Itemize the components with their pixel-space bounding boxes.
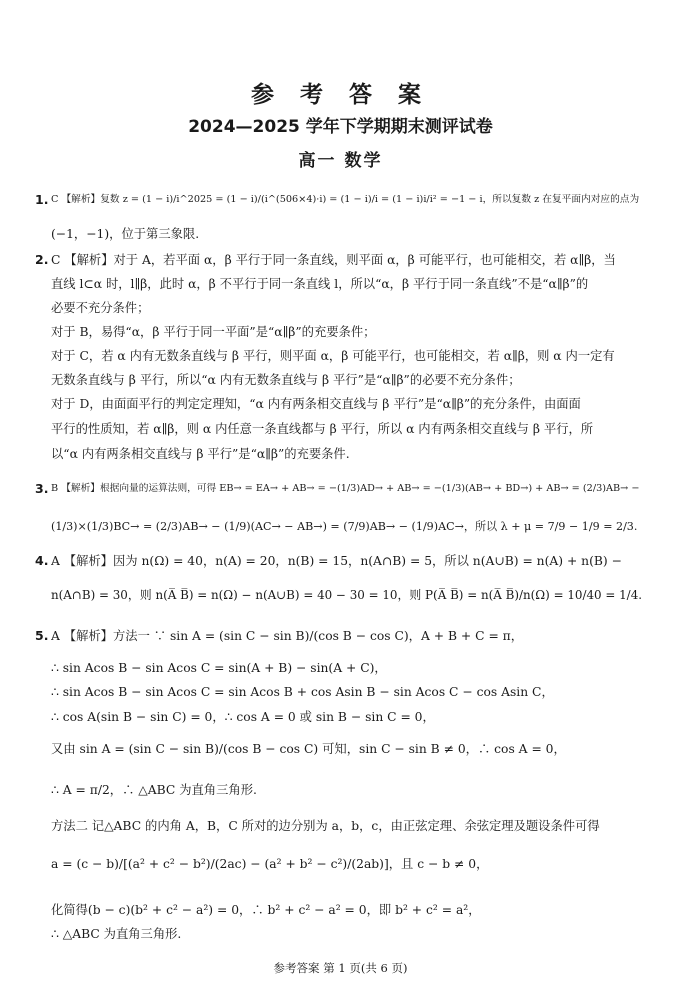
question-5-line: ∴ A = π/2，∴ △ABC 为直角三角形.	[51, 783, 257, 797]
question-3-number: 3.	[35, 481, 49, 496]
question-5-line: 方法二 记△ABC 的内角 A，B，C 所对的边分别为 a，b，c，由正弦定理、余弦定理及题设条件可得	[51, 819, 600, 833]
question-5-line: ∴ sin Acos B − sin Acos C = sin(A + B) − sin(A + C)，	[51, 661, 387, 675]
question-5-line: ∴ sin Acos B − sin Acos C = sin Acos B + cos Asin B − sin Acos C − cos Asin C，	[51, 685, 554, 699]
page-footer: 参考答案 第 1 页(共 6 页)	[273, 961, 408, 975]
question-2-number: 2.	[35, 252, 49, 267]
question-2-line: 必要不充分条件；	[51, 301, 150, 315]
exam-subtitle: 2024—2025 学年下学期期末测评试卷	[188, 117, 493, 137]
question-2-line: 对于 C，若 α 内有无数条直线与 β 平行，则平面 α，β 可能平行，也可能相交，若 α∥β，则 α 内一定有	[51, 349, 615, 363]
question-2-line: 以“α 内有两条相交直线与 β 平行”是“α∥β”的充要条件.	[51, 447, 350, 461]
question-5-line: 又由 sin A = (sin C − sin B)/(cos B − cos C) 可知，sin C − sin B ≠ 0，∴ cos A = 0，	[51, 742, 566, 756]
question-1-line: (−1，−1)，位于第三象限.	[51, 227, 200, 241]
question-1-number: 1.	[35, 192, 49, 207]
question-4-line: n(A∩B) = 30，则 n(A̅ B̅) = n(Ω) − n(A∪B) = 40 − 30 = 10，则 P(A̅ B̅) = n(A̅ B̅)/n(Ω) = 10/40 = 1/4.	[51, 588, 643, 602]
question-1-line: C 【解析】复数 z = (1 − i)/i^2025 = (1 − i)/(i^(506×4)·i) = (1 − i)/i = (1 − i)i/i² = −1 − i，所以复数 z 在复平面内对应的点为	[51, 194, 640, 205]
question-2-line: 无数条直线与 β 平行，所以“α 内有无数条直线与 β 平行”是“α∥β”的必要不充分条件；	[51, 373, 521, 387]
question-2-line: 对于 B，易得“α，β 平行于同一平面”是“α∥β”的充要条件；	[51, 325, 376, 339]
question-3-line: B 【解析】根据向量的运算法则，可得 EB→ = EA→ + AB→ = −(1/3)AD→ + AB→ = −(1/3)(AB→ + BD→) + AB→ = (2/3)AB→ −	[51, 483, 640, 494]
course-title: 高一 数学	[298, 151, 383, 171]
question-5-line: ∴ cos A(sin B − sin C) = 0，∴ cos A = 0 或 sin B − sin C = 0，	[51, 710, 435, 724]
question-2-line: 直线 l⊂α 时，l∥β，此时 α，β 不平行于同一条直线 l，所以“α，β 平行于同一条直线”不是“α∥β”的	[51, 277, 589, 291]
question-2-line: C 【解析】对于 A，若平面 α，β 平行于同一条直线，则平面 α，β 可能平行，也可能相交，若 α∥β，当	[51, 253, 616, 267]
question-2-line: 对于 D，由面面平行的判定定理知，“α 内有两条相交直线与 β 平行”是“α∥β”的充分条件，由面面	[51, 397, 581, 411]
question-5-line: ∴ △ABC 为直角三角形.	[51, 927, 182, 941]
question-4-number: 4.	[35, 553, 49, 568]
question-3-line: (1/3)×(1/3)BC→ = (2/3)AB→ − (1/9)(AC→ − AB→) = (7/9)AB→ − (1/9)AC→，所以 λ + μ = 7/9 − 1/9 = 2/3.	[51, 520, 638, 533]
question-5-line: a = (c − b)/[(a² + c² − b²)/(2ac) − (a² + b² − c²)/(2ab)]，且 c − b ≠ 0，	[51, 857, 489, 871]
question-5-line: A 【解析】方法一 ∵ sin A = (sin C − sin B)/(cos B − cos C)，A + B + C = π，	[51, 629, 524, 643]
question-2-line: 平行的性质知，若 α∥β，则 α 内任意一条直线都与 β 平行，所以 α 内有两条相交直线与 β 平行，所	[51, 422, 594, 436]
main-title: 参 考 答 案	[250, 82, 431, 108]
question-4-line: A 【解析】因为 n(Ω) = 40，n(A) = 20，n(B) = 15，n(A∩B) = 5，所以 n(A∪B) = n(A) + n(B) −	[51, 554, 622, 568]
question-5-line: 化简得(b − c)(b² + c² − a²) = 0，∴ b² + c² − a² = 0，即 b² + c² = a²，	[51, 903, 481, 917]
question-5-number: 5.	[35, 628, 49, 643]
